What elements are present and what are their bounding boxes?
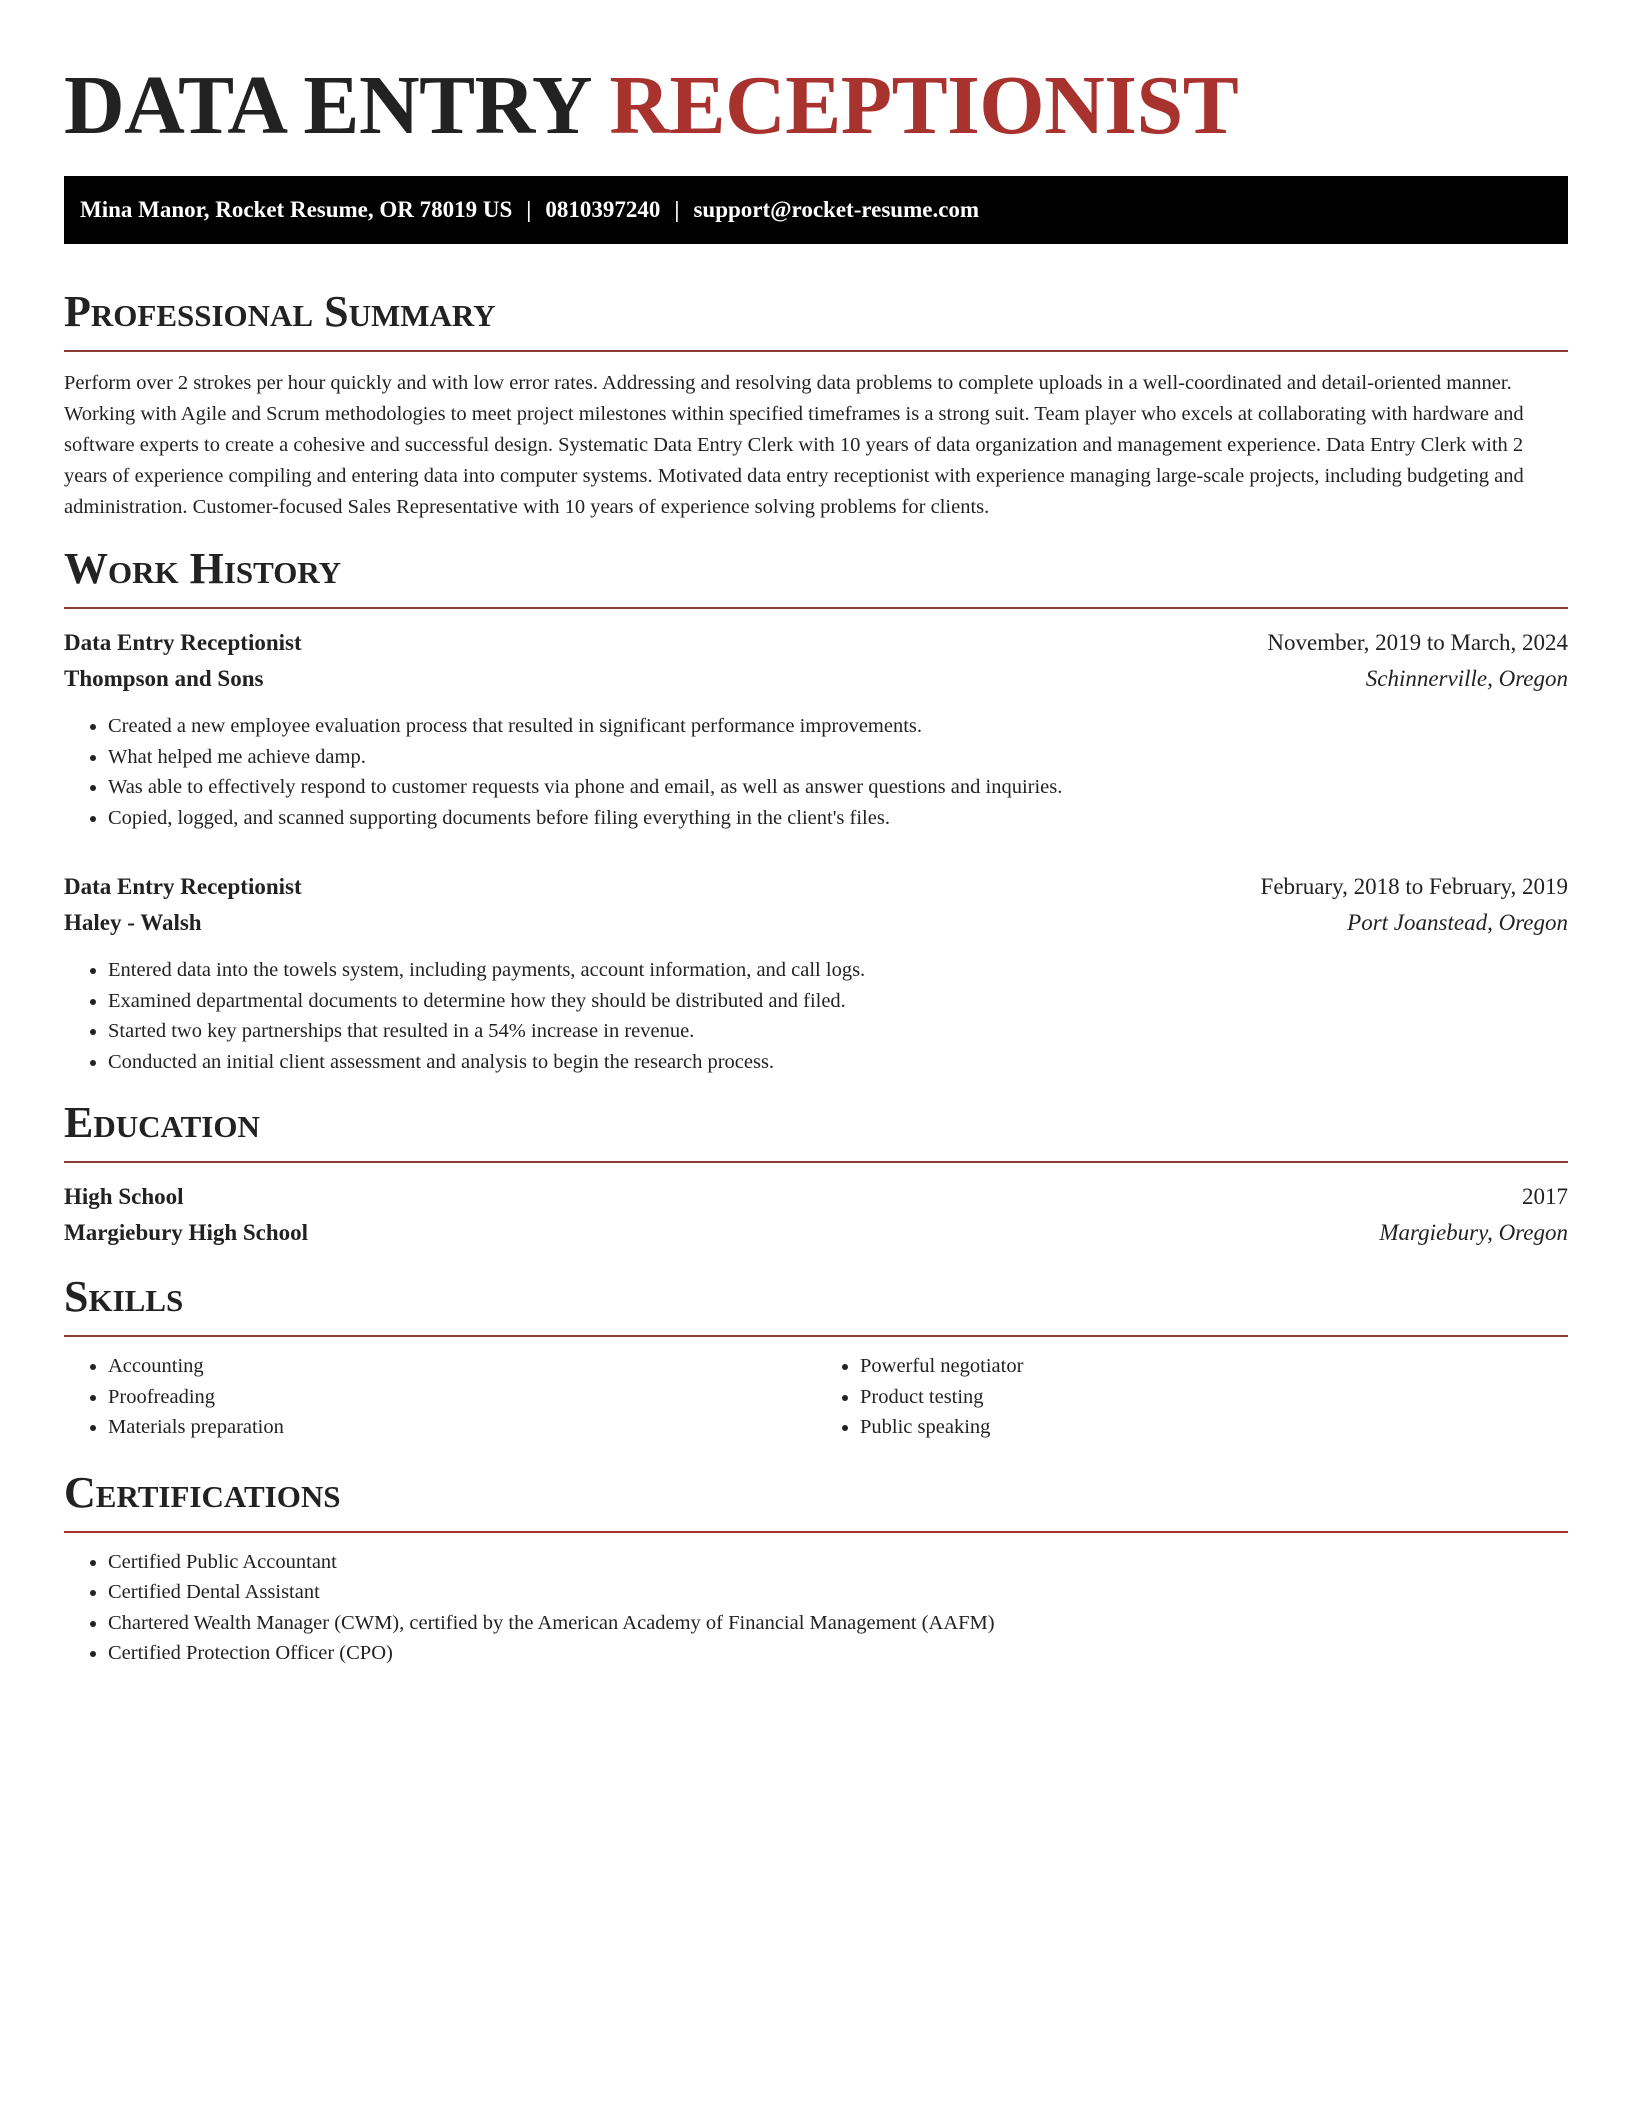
skills-section: [64, 1273, 1568, 1443]
title-last-part: RECEPTIONIST: [609, 59, 1239, 152]
job-position: Data Entry Receptionist: [64, 874, 302, 899]
contact-separator: |: [526, 197, 532, 222]
list-item: • Created a new employee evaluation process that resulted in significant performance improvements.: [108, 711, 1568, 742]
title-first-part: DATA ENTRY: [64, 59, 589, 152]
contact-address: Mina Manor, Rocket Resume, OR 78019 US: [80, 197, 513, 222]
job-company-row: [64, 661, 1568, 697]
section-divider: [64, 350, 1568, 352]
education-degree: High School: [64, 1184, 184, 1209]
list-item: • Public speaking: [860, 1412, 1568, 1443]
list-item: • What helped me achieve damp.: [108, 742, 1568, 773]
skills-list: [64, 1351, 816, 1443]
list-item: • Entered data into the towels system, including payments, account information, and call logs.: [108, 955, 1568, 986]
job-entry: [64, 625, 1568, 833]
contact-phone: 0810397240: [545, 197, 661, 222]
list-item: • Examined departmental documents to determine how they should be distributed and filed.: [108, 986, 1568, 1017]
education-header-row: [64, 1179, 1568, 1215]
list-item: • Chartered Wealth Manager (CWM), certified by the American Academy of Financial Management (AAFM): [108, 1608, 1568, 1639]
education-school-row: [64, 1215, 1568, 1251]
job-dates: February, 2018 to February, 2019: [1260, 874, 1568, 899]
section-divider: [64, 607, 1568, 609]
contact-separator: |: [674, 197, 680, 222]
summary-heading: Professional Summary: [64, 287, 496, 336]
skills-grid: [64, 1351, 1568, 1443]
job-header-row: [64, 625, 1568, 661]
certifications-list: [64, 1547, 1568, 1669]
work-history-section: [64, 545, 1568, 1077]
skills-heading: Skills: [64, 1272, 184, 1321]
job-company: Haley - Walsh: [64, 910, 202, 935]
list-item: • Powerful negotiator: [860, 1351, 1568, 1382]
job-position: Data Entry Receptionist: [64, 630, 302, 655]
skills-column-right: [816, 1351, 1568, 1443]
summary-text: Perform over 2 strokes per hour quickly and with low error rates. Addressing and resolving data problems to complete uploads in a well-coordinated and detail-oriented manner. Working with Agile and Scrum methodologies to meet project milestones within specified timeframes is a strong suit. Team player who excels at collaborating with hardware and software experts to create a cohesive and successful design. Systematic Data Entry Clerk with 10 years of data organization and management experience. Data Entry Clerk with 2 years of experience compiling and entering data into computer systems. Motivated data entry receptionist with experience managing large-scale projects, including budgeting and administration. Customer-focused Sales Representative with 10 years of experience solving problems for clients.: [64, 372, 1524, 518]
job-company-row: [64, 905, 1568, 941]
skills-column-left: [64, 1351, 816, 1443]
job-bullets: [64, 711, 1568, 833]
contact-email: support@rocket-resume.com: [693, 197, 980, 222]
contact-bar: [64, 176, 1568, 244]
job-company: Thompson and Sons: [64, 666, 264, 691]
job-location: Port Joanstead, Oregon: [1347, 910, 1568, 935]
education-school: Margiebury High School: [64, 1220, 309, 1245]
education-section: [64, 1099, 1568, 1251]
skills-list: [816, 1351, 1568, 1443]
list-item: • Proofreading: [108, 1382, 816, 1413]
section-divider: [64, 1161, 1568, 1163]
education-heading: Education: [64, 1098, 260, 1147]
list-item: • Product testing: [860, 1382, 1568, 1413]
certifications-section: [64, 1469, 1568, 1669]
list-item: • Copied, logged, and scanned supporting documents before filing everything in the client's files.: [108, 803, 1568, 834]
list-item: • Certified Dental Assistant: [108, 1577, 1568, 1608]
work-history-heading: Work History: [64, 544, 342, 593]
resume-title: [64, 0, 1568, 156]
section-divider: [64, 1335, 1568, 1337]
list-item: • Was able to effectively respond to customer requests via phone and email, as well as answer questions and inquiries.: [108, 772, 1568, 803]
list-item: • Materials preparation: [108, 1412, 816, 1443]
education-location: Margiebury, Oregon: [1379, 1220, 1568, 1245]
certifications-heading: Certifications: [64, 1467, 341, 1517]
list-item: • Started two key partnerships that resulted in a 54% increase in revenue.: [108, 1016, 1568, 1047]
job-dates: November, 2019 to March, 2024: [1267, 630, 1568, 655]
job-entry: [64, 869, 1568, 1077]
list-item: • Certified Public Accountant: [108, 1547, 1568, 1578]
job-bullets: [64, 955, 1568, 1077]
section-divider: [64, 1531, 1568, 1533]
education-year: 2017: [1522, 1184, 1568, 1209]
summary-section: [64, 288, 1568, 523]
job-location: Schinnerville, Oregon: [1365, 666, 1568, 691]
list-item: • Conducted an initial client assessment and analysis to begin the research process.: [108, 1047, 1568, 1078]
job-header-row: [64, 869, 1568, 905]
education-entry: [64, 1179, 1568, 1251]
list-item: • Certified Protection Officer (CPO): [108, 1638, 1568, 1669]
list-item: • Accounting: [108, 1351, 816, 1382]
